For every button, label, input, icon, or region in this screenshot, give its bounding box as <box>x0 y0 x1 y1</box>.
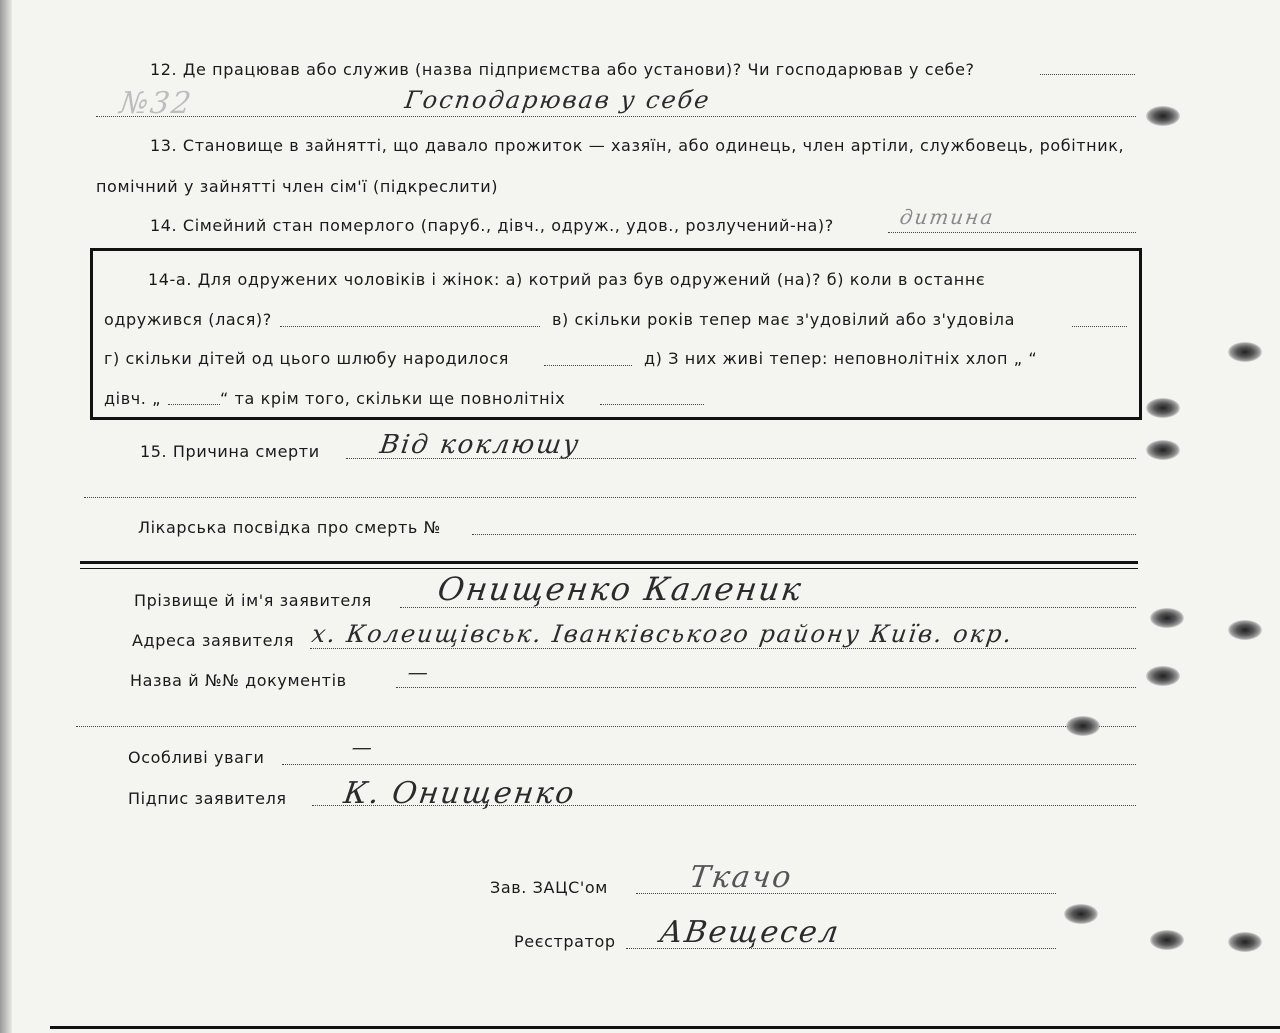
q15-answer: Від коклюшу <box>377 430 583 460</box>
punch-hole <box>1228 932 1262 952</box>
q14a-line4a: дівч. „ <box>104 389 162 408</box>
q14-fill-line <box>888 232 1136 233</box>
registrar-label: Реєстратор <box>514 932 616 951</box>
q13-label-line2: помічний у зайнятті член сім'ї (підкреслити) <box>96 177 499 196</box>
documents-extra-line <box>76 726 1136 727</box>
punch-hole <box>1146 440 1180 460</box>
q14a-line4-fill-b <box>600 404 704 405</box>
applicant-signature-line <box>312 805 1136 806</box>
q14a-line3-fill <box>544 365 632 366</box>
punch-hole <box>1228 342 1262 362</box>
section-divider-bottom <box>80 568 1138 569</box>
q14-answer: дитина <box>898 205 997 229</box>
punch-hole <box>1066 716 1100 736</box>
applicant-signature: К. Онищенко <box>341 776 578 811</box>
q14a-line2a: одружився (лася)? <box>104 310 272 329</box>
applicant-name-line <box>400 607 1136 608</box>
certificate-label: Лікарська посвідка про смерть № <box>138 518 441 537</box>
registrar-signature: АВещесел <box>657 915 843 950</box>
q15-label: 15. Причина смерти <box>140 442 320 461</box>
applicant-address-label: Адреса заявителя <box>132 631 295 650</box>
q12-margin-note: №32 <box>117 86 196 121</box>
q14a-line3a: г) скільки дітей од цього шлюбу народилося <box>104 349 509 368</box>
punch-hole <box>1146 106 1180 126</box>
q14a-line3b: д) З них живі тепер: неповнолітніх хлоп „ “ <box>644 349 1038 368</box>
documents-value: — <box>406 660 432 684</box>
certificate-fill-line <box>472 534 1136 535</box>
applicant-signature-label: Підпис заявителя <box>128 789 287 808</box>
notes-label: Особливі уваги <box>128 748 265 767</box>
section-divider-top <box>80 561 1138 564</box>
punch-hole <box>1228 620 1262 640</box>
punch-hole <box>1064 904 1098 924</box>
page-edge-shadow <box>0 0 12 1033</box>
q12-answer: Господарював у себе <box>403 86 713 114</box>
q14-label: 14. Сімейний стан померлого (паруб., дівч., одруж., удов., розлучений-на)? <box>150 216 834 235</box>
q13-label-line1: 13. Становище в зайнятті, що давало прожиток — хазяїн, або одинець, член артіли, службовець, робітник, <box>150 136 1125 155</box>
q14a-line4-fill-a <box>168 404 220 405</box>
zags-head-signature: Ткачо <box>687 860 796 895</box>
registrar-line <box>626 948 1056 949</box>
q14a-line2b: в) скільки років тепер має з'удовілий або з'удовіла <box>552 310 1015 329</box>
q14a-line1: 14-а. Для одружених чоловіків і жінок: а) котрий раз був одружений (на)? б) коли в останнє <box>148 270 986 289</box>
zags-head-label: Зав. ЗАЦС'ом <box>490 878 608 897</box>
punch-hole <box>1146 666 1180 686</box>
documents-line <box>396 687 1136 688</box>
q12-answer-line <box>96 116 1136 117</box>
q14a-line2-fill-b <box>1072 326 1127 327</box>
punch-hole <box>1150 930 1184 950</box>
documents-label: Назва й №№ документів <box>130 671 347 690</box>
notes-value: — <box>350 735 376 759</box>
zags-head-line <box>636 893 1056 894</box>
punch-hole <box>1146 398 1180 418</box>
applicant-address-value: х. Колеищівськ. Іванківського району Київ. окр. <box>310 620 1016 648</box>
page-bottom-rule <box>50 1026 1280 1029</box>
q15-fill-line <box>346 458 1136 459</box>
q15-extra-line <box>84 497 1136 498</box>
punch-hole <box>1150 608 1184 628</box>
applicant-name-label: Прізвище й ім'я заявителя <box>134 591 372 610</box>
q14a-line4b: “ та крім того, скільки ще повнолітніх <box>220 389 566 408</box>
applicant-name-value: Онищенко Каленик <box>435 570 806 608</box>
q12-label: 12. Де працював або служив (назва підприємства або установи)? Чи господарював у себе? <box>150 60 975 79</box>
q12-fill-line <box>1040 74 1135 75</box>
notes-line <box>282 764 1136 765</box>
applicant-address-line <box>310 648 1136 649</box>
q14a-line2-fill-a <box>280 326 540 327</box>
